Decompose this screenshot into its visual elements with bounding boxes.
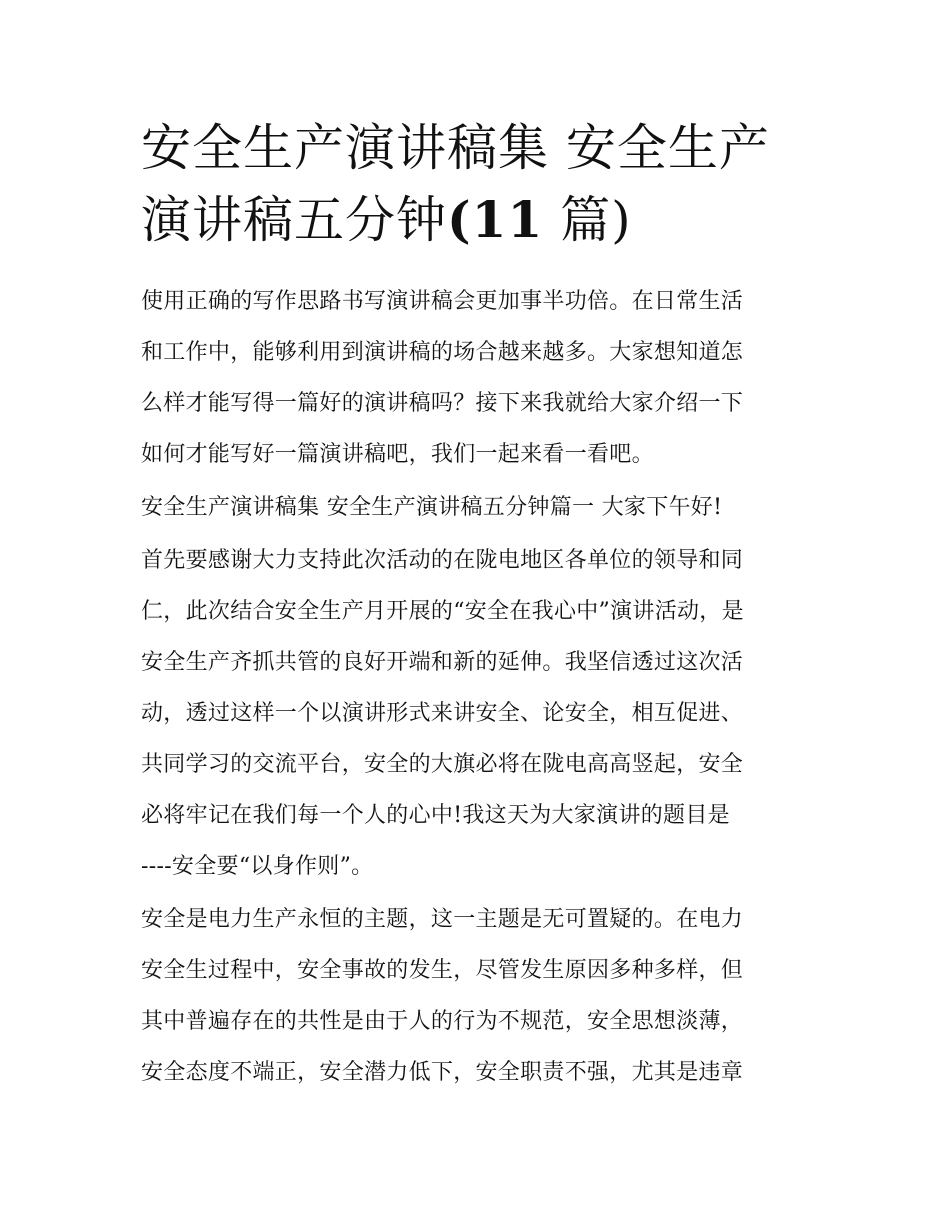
text-line: 动，透过这样一个以演讲形式来讲安全、论安全，相互促进、	[141, 701, 744, 726]
text-line: 安全态度不端正，安全潜力低下，安全职责不强，尤其是违章	[141, 1060, 744, 1085]
text-line: 其中普遍存在的共性是由于人的行为不规范，安全思想淡薄，	[141, 1009, 744, 1034]
text-line: 首先要感谢大力支持此次活动的在陇电地区各单位的领导和同	[141, 548, 744, 573]
text-line: 必将牢记在我们每一个人的心中!我这天为大家演讲的题目是	[141, 803, 730, 828]
title-text-main: 安全生产演讲稿集 安全生产演讲稿五分钟	[141, 119, 770, 249]
paragraph-safety-theme	[141, 894, 813, 1098]
text-line: 和工作中，能够利用到演讲稿的场合越来越多。大家想知道怎	[141, 340, 744, 365]
text-line: ----安全要“以身作则”。	[141, 854, 374, 879]
text-line: 仁，此次结合安全生产月开展的“安全在我心中”演讲活动，是	[141, 599, 744, 624]
title-text-count: (11	[447, 190, 544, 249]
paragraph-thanks	[141, 535, 813, 892]
paragraph-section-heading	[141, 482, 813, 533]
document-body	[141, 276, 813, 1098]
document-page	[141, 112, 813, 1100]
text-line: 么样才能写得一篇好的演讲稿吗？接下来我就给大家介绍一下	[141, 391, 744, 416]
text-line: 安全生过程中，安全事故的发生，尽管发生原因多种多样，但	[141, 958, 744, 983]
text-line: 共同学习的交流平台，安全的大旗必将在陇电高高竖起，安全	[141, 752, 744, 777]
text-line: 安全生产演讲稿集 安全生产演讲稿五分钟篇一 大家下午好!	[141, 495, 723, 520]
document-title	[141, 112, 813, 256]
text-line: 使用正确的写作思路书写演讲稿会更加事半功倍。在日常生活	[141, 289, 744, 314]
text-line: 安全生产齐抓共管的良好开端和新的延伸。我坚信透过这次活	[141, 650, 744, 675]
title-text-suffix: 篇)	[543, 191, 632, 249]
paragraph-intro	[141, 276, 813, 480]
text-line: 如何才能写好一篇演讲稿吧，我们一起来看一看吧。	[141, 442, 654, 467]
text-line: 安全是电力生产永恒的主题，这一主题是无可置疑的。在电力	[141, 907, 744, 932]
